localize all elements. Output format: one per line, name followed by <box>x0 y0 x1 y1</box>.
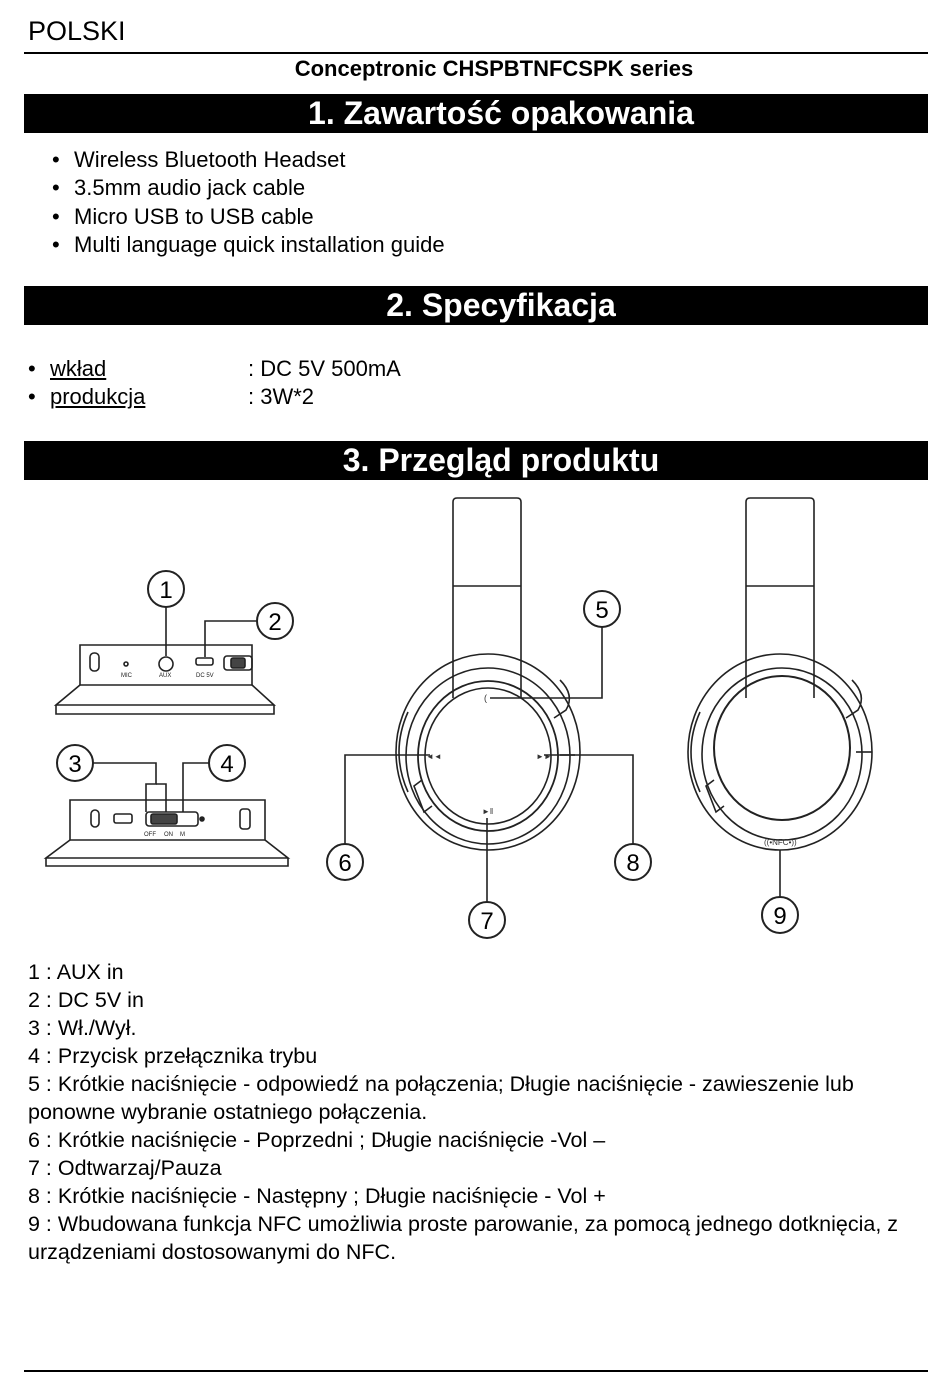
legend-item: 6 : Krótkie naciśnięcie - Poprzedni ; Długie naciśnięcie -Vol – <box>28 1128 606 1152</box>
section-title-overview: 3. Przegląd produktu <box>24 441 928 480</box>
list-item: • Wireless Bluetooth Headset <box>52 146 445 174</box>
section-title-contents: 1. Zawartość opakowania <box>24 94 928 133</box>
svg-text:►‖: ►‖ <box>482 807 494 816</box>
product-overview-figure <box>20 490 930 945</box>
list-item: • Multi language quick installation guide <box>52 231 445 259</box>
legend-item: 7 : Odtwarzaj/Pauza <box>28 1156 222 1180</box>
callout-1: 1 <box>159 577 173 604</box>
svg-text:◄◄: ◄◄ <box>426 752 442 761</box>
legend-item: 1 : AUX in <box>28 960 124 984</box>
legend-item: 2 : DC 5V in <box>28 988 144 1012</box>
language-label: POLSKI <box>28 16 126 46</box>
callout-9: 9 <box>773 903 787 930</box>
callout-7: 7 <box>480 908 494 935</box>
callout-3: 3 <box>68 751 82 778</box>
spec-key: wkład <box>50 356 107 381</box>
svg-text:►►: ►► <box>536 752 552 761</box>
aux-port-label: AUX <box>159 673 172 679</box>
top-divider <box>24 52 928 54</box>
legend-item: 8 : Krótkie naciśnięcie - Następny ; Długie naciśnięcie - Vol + <box>28 1184 606 1208</box>
headset-back-illustration <box>688 498 872 933</box>
switch-off-label: OFF <box>144 832 156 838</box>
callout-5: 5 <box>595 597 609 624</box>
spec-value: : DC 5V 500mA <box>248 356 401 381</box>
legend-item: 5 : Krótkie naciśnięcie - odpowiedź na połączenia; Długie naciśnięcie - zawieszenie lub ponowne wybranie ostatniego połączenia. <box>28 1072 854 1124</box>
dc-port-label: DC 5V <box>196 673 214 679</box>
switch-on-label: ON <box>164 832 173 838</box>
port-panel-illustration <box>56 571 293 714</box>
document-subtitle: Conceptronic CHSPBTNFCSPK series <box>294 56 694 81</box>
overview-legend <box>28 958 928 1266</box>
spec-key: produkcja <box>50 384 146 410</box>
spec-value: : 3W*2 <box>248 384 315 410</box>
spec-item-input <box>28 355 401 383</box>
spec-item-output <box>28 383 401 411</box>
svg-text:(: ( <box>484 693 487 703</box>
callout-4: 4 <box>220 751 234 778</box>
callout-8: 8 <box>626 850 640 877</box>
switch-panel-illustration <box>46 745 288 866</box>
legend-item: 9 : Wbudowana funkcja NFC umożliwia proste parowanie, za pomocą jednego dotknięcia, z urządzeniami dostosowanymi do NFC. <box>28 1212 899 1264</box>
specs-list <box>28 355 401 412</box>
contents-list <box>52 146 445 259</box>
list-item: • Micro USB to USB cable <box>52 203 445 231</box>
section-title-specs: 2. Specyfikacja <box>24 286 928 325</box>
nfc-label: ((•NFC•)) <box>764 838 797 847</box>
callout-6: 6 <box>338 850 352 877</box>
legend-item: 4 : Przycisk przełącznika trybu <box>28 1044 318 1068</box>
callout-2: 2 <box>268 609 282 636</box>
mic-port-label: MIC <box>121 673 132 679</box>
legend-item: 3 : Wł./Wył. <box>28 1016 137 1040</box>
switch-mode-label: M <box>180 832 185 838</box>
bottom-divider <box>24 1370 928 1372</box>
list-item: • 3.5mm audio jack cable <box>52 174 445 202</box>
headset-front-illustration <box>327 498 651 938</box>
